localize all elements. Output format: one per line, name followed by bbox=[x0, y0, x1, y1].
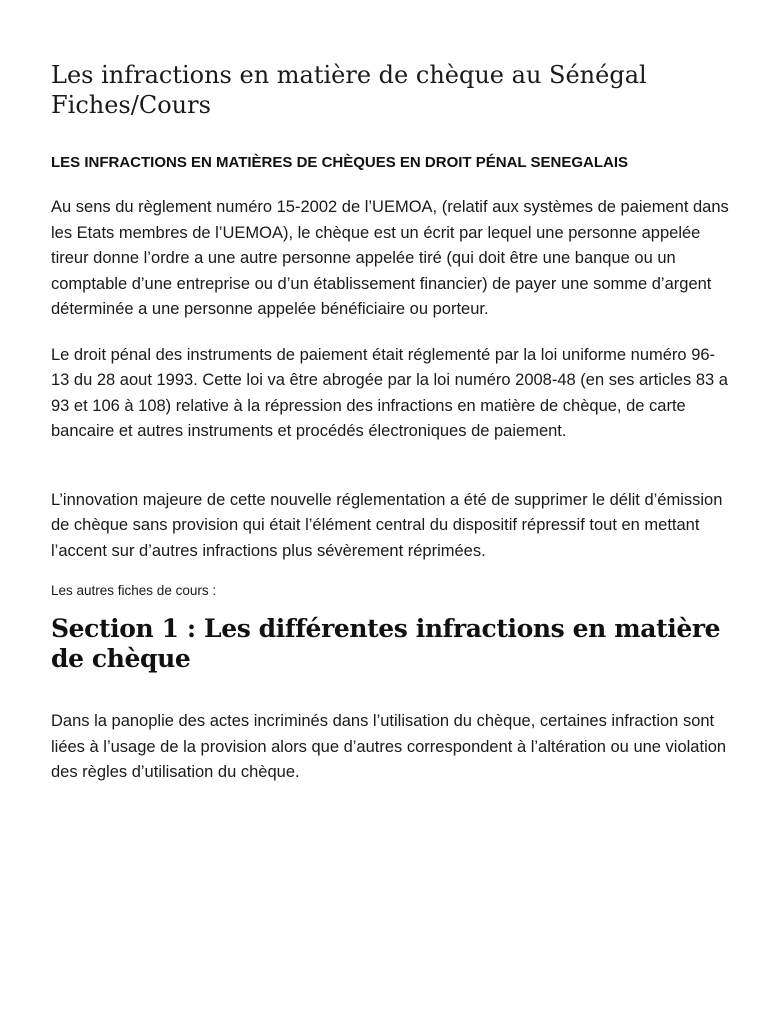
document-page bbox=[51, 60, 731, 786]
other-sheets-label: Les autres fiches de cours : bbox=[51, 583, 217, 598]
section-1-heading: Section 1 : Les différentes infractions en matière de chèque bbox=[51, 614, 721, 673]
paragraph-legal-history: Le droit pénal des instruments de paiement était réglementé par la loi uniforme numéro 96-13 du 28 aout 1993. Cette loi va être abrogée par la loi numéro 2008-48 (en ses articles 83 a 93 et 106 à 108) relative à la répression des infractions en matière de chèque, de carte bancaire et autres instruments et procédés électroniques de paiement. bbox=[51, 345, 728, 440]
paragraph-major-innovation: L’innovation majeure de cette nouvelle réglementation a été de supprimer le délit d’émission de chèque sans provision qui était l’élément central du dispositif répressif tout en mettant l’accent sur d’autres infractions plus sévèrement réprimées. bbox=[51, 490, 723, 560]
document-title-line-1: Les infractions en matière de chèque au Sénégal bbox=[51, 61, 647, 89]
section-1-paragraph: Dans la panoplie des actes incriminés dans l’utilisation du chèque, certaines infraction sont liées à l’usage de la provision alors que d’autres correspondent à l’altération ou une violation des règles d’utilisation du chèque. bbox=[51, 712, 727, 781]
document-subtitle: LES INFRACTIONS EN MATIÈRES DE CHÈQUES EN DROIT PÉNAL SENEGALAIS bbox=[51, 154, 629, 171]
paragraph-cheque-definition: Au sens du règlement numéro 15-2002 de l’UEMOA, (relatif aux systèmes de paiement dans les Etats membres de l’UEMOA), le chèque est un écrit par lequel une personne appelée tireur donne l’ordre a une autre personne appelée tiré (qui doit être une banque ou un comptable d’une entreprise ou d’un établissement financier) de payer une somme d’argent déterminée a une personne appelée bénéficiaire ou porteur. bbox=[51, 198, 729, 318]
document-title bbox=[51, 60, 731, 120]
document-title-line-2: Fiches/Cours bbox=[51, 91, 211, 119]
